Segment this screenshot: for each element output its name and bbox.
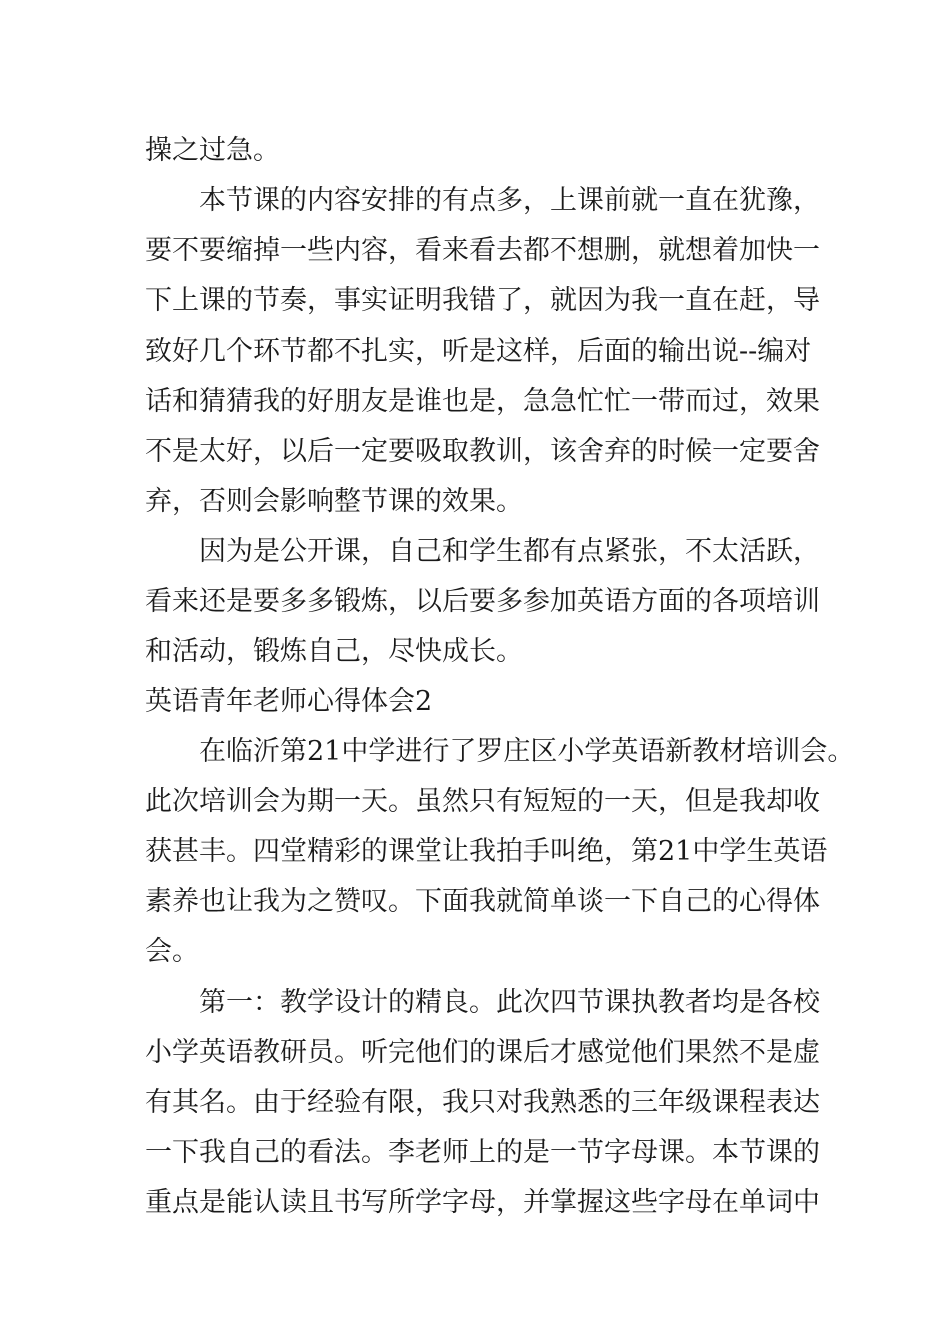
text-line-15: 获甚丰。四堂精彩的课堂让我拍手叫绝，第21中学生英语 xyxy=(145,836,828,867)
text-line-2: 本节课的内容安排的有点多，上课前就一直在犹豫， xyxy=(199,185,820,216)
text-line-14: 此次培训会为期一天。虽然只有短短的一天，但是我却收 xyxy=(145,786,820,817)
text-line-5: 致好几个环节都不扎实，听是这样，后面的输出说--编对 xyxy=(145,336,812,367)
section-heading: 英语青年老师心得体会2 xyxy=(145,686,433,717)
text-line-10: 看来还是要多多锻炼，以后要多参加英语方面的各项培训 xyxy=(145,586,820,617)
text-line-16: 素养也让我为之赞叹。下面我就简单谈一下自己的心得体 xyxy=(145,886,820,917)
text-line-1: 操之过急。 xyxy=(145,135,280,166)
text-line-21: 一下我自己的看法。李老师上的是一节字母课。本节课的 xyxy=(145,1137,820,1168)
text-line-11: 和活动，锻炼自己，尽快成长。 xyxy=(145,636,523,667)
text-line-3: 要不要缩掉一些内容，看来看去都不想删，就想着加快一 xyxy=(145,235,820,266)
text-line-6: 话和猜猜我的好朋友是谁也是，急急忙忙一带而过，效果 xyxy=(145,386,820,417)
text-line-4: 下上课的节奏，事实证明我错了，就因为我一直在赶，导 xyxy=(145,285,820,316)
text-line-13: 在临沂第21中学进行了罗庄区小学英语新教材培训会。 xyxy=(199,736,855,767)
text-line-9: 因为是公开课，自己和学生都有点紧张，不太活跃， xyxy=(199,536,820,567)
text-line-17: 会。 xyxy=(145,936,199,967)
text-line-20: 有其名。由于经验有限，我只对我熟悉的三年级课程表达 xyxy=(145,1087,820,1118)
text-line-19: 小学英语教研员。听完他们的课后才感觉他们果然不是虚 xyxy=(145,1037,820,1068)
text-line-8: 弃，否则会影响整节课的效果。 xyxy=(145,486,523,517)
text-line-22: 重点是能认读且书写所学字母，并掌握这些字母在单词中 xyxy=(145,1187,820,1218)
text-line-18: 第一：教学设计的精良。此次四节课执教者均是各校 xyxy=(199,987,820,1018)
text-line-7: 不是太好，以后一定要吸取教训，该舍弃的时候一定要舍 xyxy=(145,436,820,467)
